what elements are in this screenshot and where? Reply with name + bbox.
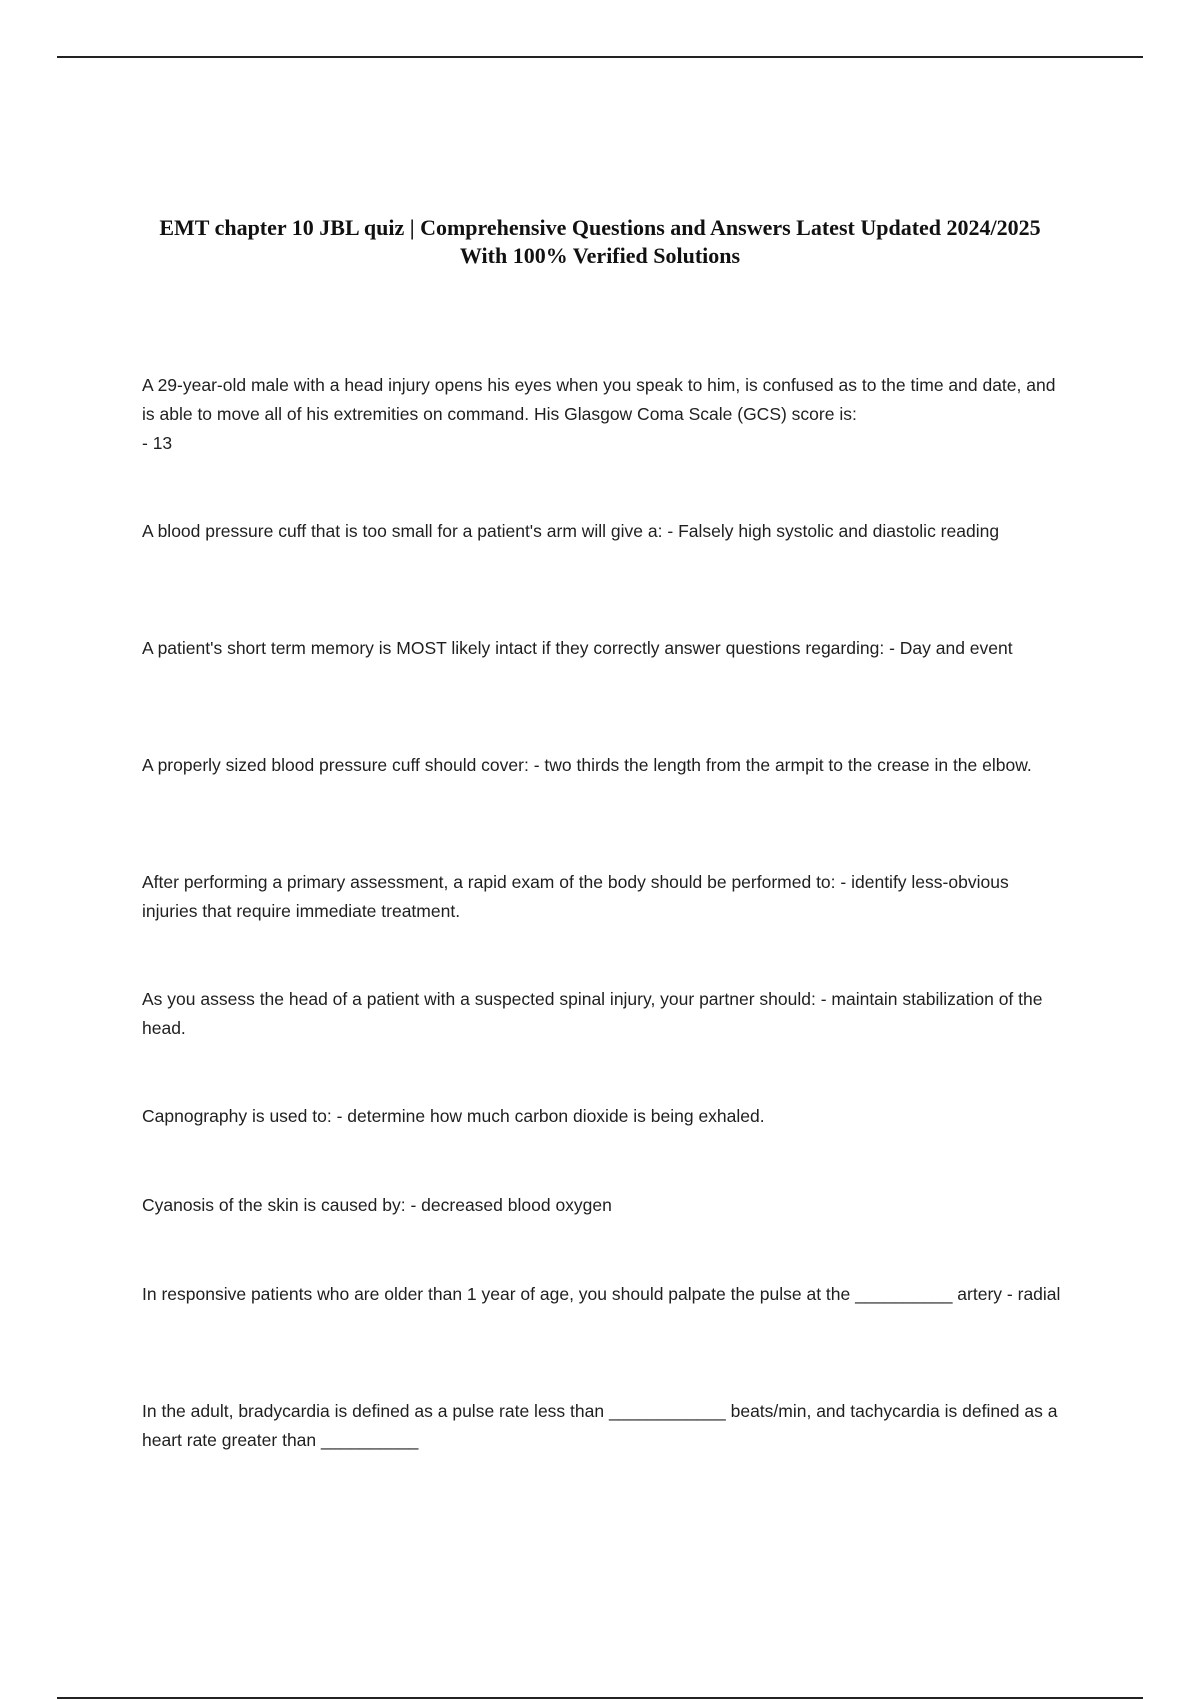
answer-text: - 13: [142, 433, 173, 453]
qa-item: [142, 634, 1062, 751]
answer-text: - radial: [1006, 1284, 1061, 1304]
qa-item: [142, 751, 1062, 868]
qa-item: [142, 1280, 1062, 1397]
answer-text: - determine how much carbon dioxide is being exhaled.: [336, 1106, 765, 1126]
question-text: A 29-year-old male with a head injury opens his eyes when you speak to him, is confused as to the time and date, and is able to move all of his extremities on command. His Glasgow Coma Scale (GCS) score is:: [142, 375, 1056, 424]
answer-text: - Day and event: [889, 638, 1013, 658]
bottom-divider: [57, 1697, 1143, 1699]
answer-text: - Falsely high systolic and diastolic reading: [667, 521, 1000, 541]
answer-text: - decreased blood oxygen: [410, 1195, 612, 1215]
question-text: A patient's short term memory is MOST likely intact if they correctly answer questions regarding:: [142, 638, 885, 658]
answer-text: - two thirds the length from the armpit to the crease in the elbow.: [533, 755, 1032, 775]
question-text: In responsive patients who are older than 1 year of age, you should palpate the pulse at the __________ artery: [142, 1284, 1003, 1304]
qa-item: [142, 1102, 1062, 1191]
answer-text: - identify less-obvious injuries that require immediate treatment.: [142, 872, 1009, 921]
qa-item: [142, 517, 1062, 634]
question-text: A blood pressure cuff that is too small for a patient's arm will give a:: [142, 521, 663, 541]
question-text: After performing a primary assessment, a rapid exam of the body should be performed to:: [142, 872, 836, 892]
answer-text: - maintain stabilization of the head.: [142, 989, 1043, 1038]
question-text: Capnography is used to:: [142, 1106, 332, 1126]
question-answer-list: [142, 371, 1062, 1457]
question-text: Cyanosis of the skin is caused by:: [142, 1195, 406, 1215]
qa-item: [142, 1191, 1062, 1280]
top-divider: [57, 56, 1143, 58]
question-text: In the adult, bradycardia is defined as a pulse rate less than ____________ beats/min, and tachycardia is defined as a heart rate greater than __________: [142, 1401, 1058, 1450]
qa-item: [142, 1397, 1062, 1457]
qa-item: [142, 868, 1062, 985]
question-text: A properly sized blood pressure cuff should cover:: [142, 755, 529, 775]
question-text: As you assess the head of a patient with a suspected spinal injury, your partner should:: [142, 989, 816, 1009]
qa-item: [142, 371, 1062, 517]
qa-item: [142, 985, 1062, 1102]
document-title: EMT chapter 10 JBL quiz | Comprehensive Questions and Answers Latest Updated 2024/2025 With 100% Verified Solutions: [159, 215, 1041, 268]
